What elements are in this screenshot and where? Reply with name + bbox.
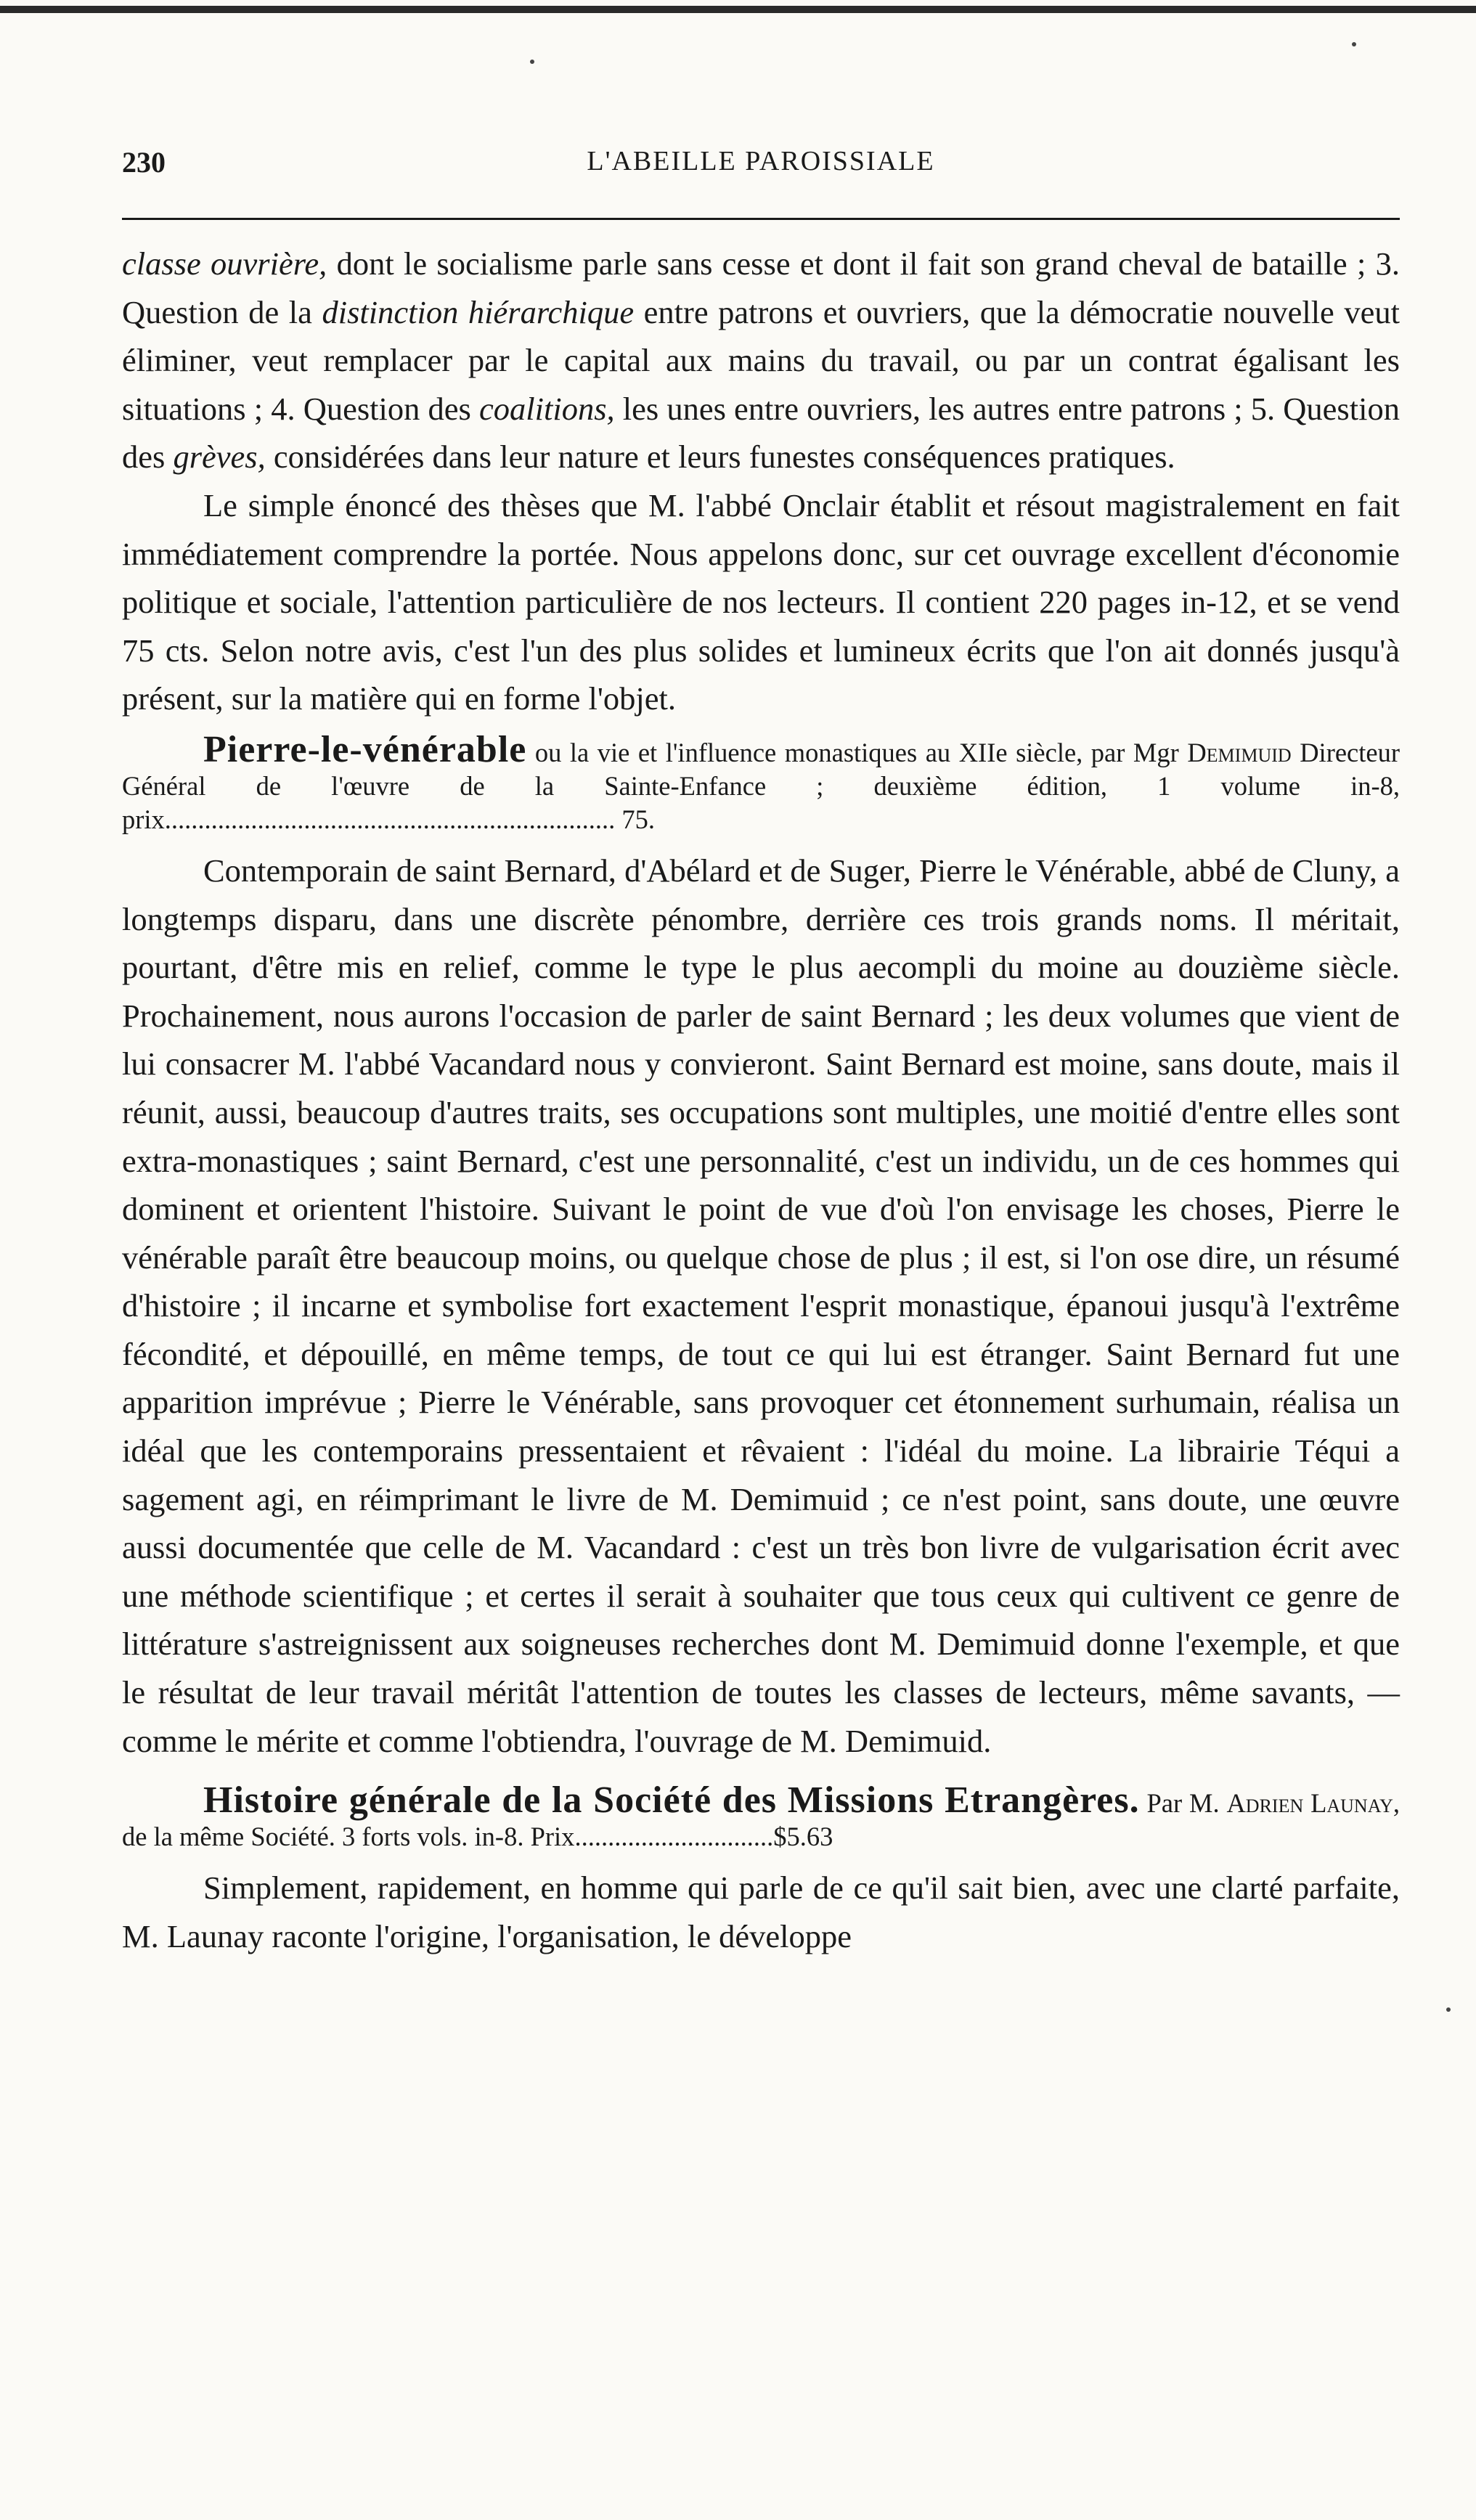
book-title: Pierre-le-vénérable <box>203 728 527 770</box>
text-run: dont le socialisme parle sans cesse et dont il fait son grand cheval de bataille ; 3. Question de la <box>122 245 1400 330</box>
book-description: Directeur Général de l'œuvre de la Sainte-Enfance ; deuxième édition, 1 volume in-8, prix <box>122 737 1400 834</box>
author-prefix: M. <box>1189 1788 1227 1819</box>
book-author: Adrien Launay, <box>1226 1788 1400 1819</box>
book-author: Demimuid <box>1187 737 1292 767</box>
book-price: 75. <box>621 804 656 834</box>
page-header <box>122 145 1400 189</box>
italic-term: classe ouvrière, <box>122 245 327 282</box>
book-description: de la même Société. 3 forts vols. in-8. Prix <box>122 1822 575 1852</box>
speck-mark <box>1352 42 1356 46</box>
book-price: $5.63 <box>773 1822 833 1852</box>
page-body <box>122 240 1400 1960</box>
italic-term: grèves, <box>173 439 266 476</box>
text-run: les unes entre ouvriers, les autres entre patrons ; 5. Question des <box>122 390 1400 476</box>
leader-dots: .................................................................... <box>164 804 616 834</box>
book-title: Histoire générale de la Société des Missions Etrangères. <box>203 1779 1140 1822</box>
top-edge-rule <box>0 6 1476 13</box>
speck-mark <box>530 60 534 64</box>
running-title: L'ABEILLE PAROISSIALE <box>587 146 935 176</box>
page-number: 230 <box>122 146 166 179</box>
italic-term: coalitions, <box>478 390 615 427</box>
header-rule <box>122 218 1400 220</box>
book-description: ou la vie et l'influence monastiques au XIIe siècle, par Mgr <box>526 737 1188 767</box>
review-paragraph: Contemporain de saint Bernard, d'Abélard et de Suger, Pierre le Vénérable, abbé de Cluny, a longtemps disparu, dans une discrète pénombre, derrière ces trois grands noms. Il méritait, pourtant, d'être mis en relief, comme le type le plus aecompli du moine au douzième siècle. Prochainement, nous aurons l'occasion de parler de saint Bernard ; les deux volumes que vient de lui consacrer M. l'abbé Vacandard nous y convieront. Saint Bernard est moine, sans doute, mais il réunit, aussi, beaucoup d'autres traits, ses occupations sont multiples, une moitié d'entre elles sont extra-monastiques ; saint Bernard, c'est une personnalité, c'est un individu, un de ces hommes qui dominent et orientent l'histoire. Suivant le point de vue d'où l'on envisage les choses, Pierre le vénérable paraît être beaucoup moins, ou quelque chose de plus ; il est, si l'on ose dire, un résumé d'histoire ; il incarne et symbolise fort exactement l'esprit monastique, épanoui jusqu'à l'extrême fécondité, et dépouillé, en même temps, de tout ce qui lui est étranger. Saint Bernard fut une apparition imprévue ; Pierre le Vénérable, sans provoquer cet étonnement surhumain, réalisa un idéal que les contemporains pressentaient et rêvaient : l'idéal du moine. La librairie Téqui a sagement agi, en réimprimant le livre de M. Demimuid ; ce n'est point, sans doute, une œuvre aussi documentée que celle de M. Vacandard : c'est un très bon livre de vulgarisation écrit avec une méthode scientifique ; et certes il serait à souhaiter que tous ceux qui cultivent ce genre de littérature s'astreignissent aux soigneuses recherches dont M. Demimuid donne l'exemple, et que le résultat de leur travail méritât l'attention de toutes les classes de lecteurs, même savants, — comme le mérite et comme l'obtiendra, l'ouvrage de M. Demimuid. <box>122 852 1400 1759</box>
leader-dots: .............................. <box>574 1822 774 1852</box>
review-paragraph: Simplement, rapidement, en homme qui parle de ce qu'il sait bien, avec une clarté parfaite, M. Launay raconte l'origine, l'organisation, le développe <box>122 1869 1400 1954</box>
book-entry-pierre <box>122 728 1400 836</box>
continuation-paragraph <box>122 240 1400 481</box>
review-paragraph: Le simple énoncé des thèses que M. l'abbé Onclair établit et résout magistralement en fait immédiatement comprendre la portée. Nous appelons donc, sur cet ouvrage excellent d'économie politique et sociale, l'attention particulière de nos lecteurs. Il contient 220 pages in-12, et se vend 75 cts. Selon notre avis, c'est l'un des plus solides et lumineux écrits que l'on ait donnés jusqu'à présent, sur la matière qui en forme l'objet. <box>122 486 1400 717</box>
speck-mark <box>1446 2007 1451 2012</box>
text-run: considérées dans leur nature et leurs funestes conséquences pratiques. <box>265 439 1175 476</box>
book-par: Par <box>1139 1788 1183 1819</box>
text-run: entre patrons et ouvriers, que la démocratie nouvelle veut éliminer, veut remplacer par le capital aux mains du travail, ou par un contrat égalisant les situations ; 4. Question des <box>122 293 1400 427</box>
book-entry-missions <box>122 1779 1400 1854</box>
italic-term: distinction hiérarchique <box>322 293 635 330</box>
